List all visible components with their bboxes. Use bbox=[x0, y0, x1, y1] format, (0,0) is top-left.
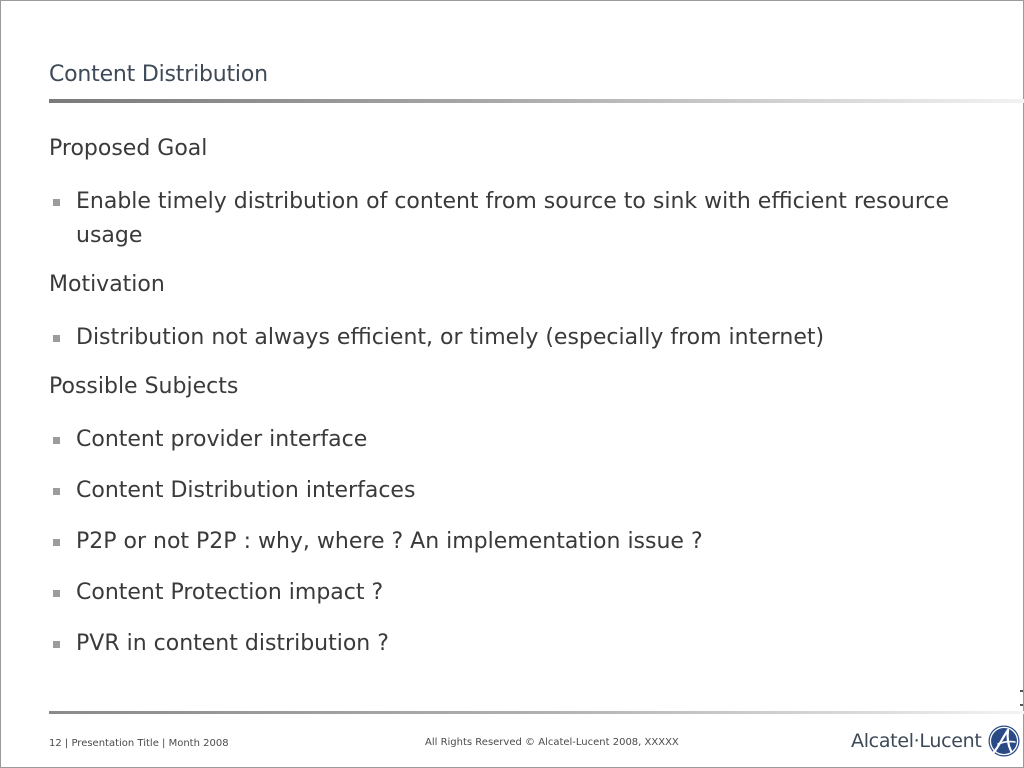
edge-tick bbox=[1020, 704, 1023, 706]
logo-wordmark: Alcatel·Lucent bbox=[851, 730, 982, 752]
bullet-square-icon bbox=[53, 488, 60, 495]
bullet-square-icon bbox=[53, 199, 60, 206]
footer-slide-info: 12 | Presentation Title | Month 2008 bbox=[49, 738, 229, 749]
section-heading-motivation: Motivation bbox=[49, 272, 165, 297]
edge-tick bbox=[1020, 690, 1023, 692]
footer-copyright: All Rights Reserved © Alcatel-Lucent 2008, XXXXX bbox=[425, 737, 679, 748]
slide-body bbox=[49, 134, 979, 661]
bullet-text: Content Distribution interfaces bbox=[76, 478, 416, 503]
bullet-square-icon bbox=[53, 641, 60, 648]
bullet-square-icon bbox=[53, 335, 60, 342]
bullet-text: PVR in content distribution ? bbox=[76, 631, 389, 656]
bullet-item bbox=[49, 576, 979, 610]
bullet-text: Enable timely distribution of content from source to sink with efficient resource usage bbox=[76, 189, 950, 248]
alcatel-lucent-logo-icon bbox=[988, 725, 1020, 757]
bullet-square-icon bbox=[53, 539, 60, 546]
bullet-square-icon bbox=[53, 437, 60, 444]
section-heading-possible-subjects: Possible Subjects bbox=[49, 374, 239, 399]
bullet-text: Distribution not always efficient, or timely (especially from internet) bbox=[76, 325, 825, 350]
slide-title: Content Distribution bbox=[49, 62, 268, 87]
footer-divider bbox=[49, 711, 1024, 714]
company-logo bbox=[851, 724, 1020, 758]
bullet-item bbox=[49, 627, 979, 661]
bullet-text: P2P or not P2P : why, where ? An implementation issue ? bbox=[76, 529, 703, 554]
bullet-item bbox=[49, 423, 979, 457]
bullet-square-icon bbox=[53, 590, 60, 597]
bullet-item bbox=[49, 474, 979, 508]
bullet-item bbox=[49, 185, 979, 253]
bullet-item bbox=[49, 525, 979, 559]
bullet-text: Content provider interface bbox=[76, 427, 368, 452]
bullet-item bbox=[49, 321, 979, 355]
title-divider bbox=[49, 99, 1024, 103]
section-heading-proposed-goal: Proposed Goal bbox=[49, 136, 208, 161]
bullet-text: Content Protection impact ? bbox=[76, 580, 384, 605]
